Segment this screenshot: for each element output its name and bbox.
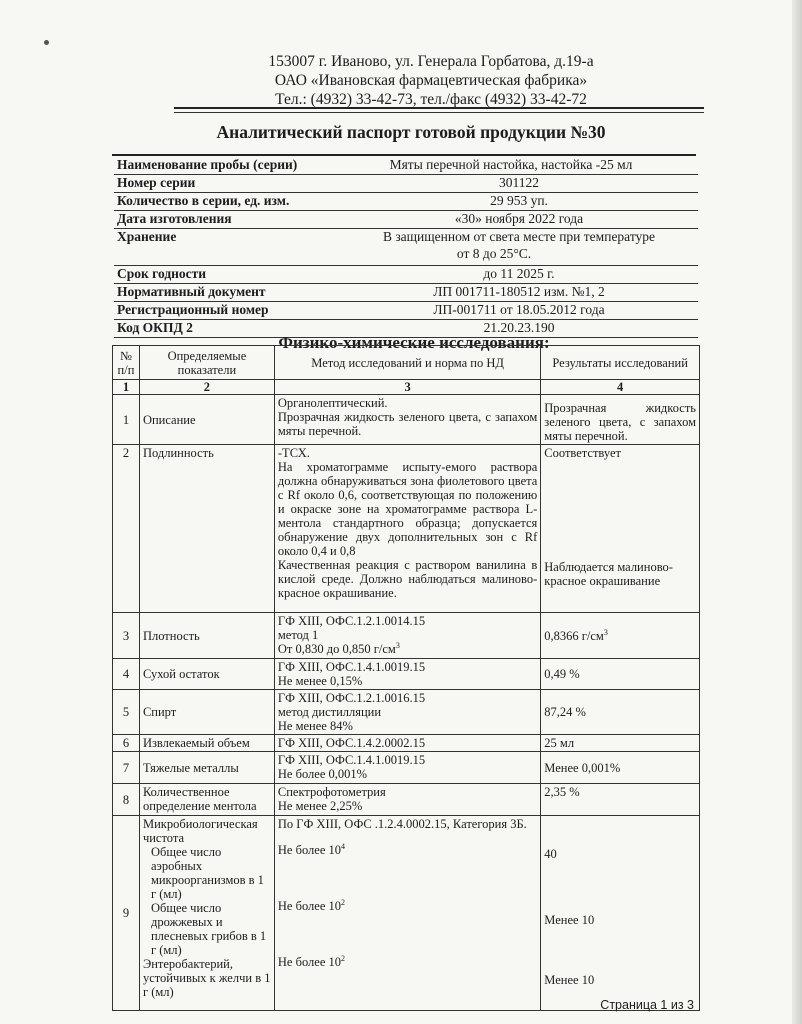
info-label: Хранение (117, 229, 177, 244)
result-text: 0,8366 г/см (544, 628, 604, 643)
norm-text: Не более 10 (277, 843, 341, 857)
result-line: Соответствует (544, 446, 621, 460)
method-text: От 0,830 до 0,850 г/см (277, 642, 396, 656)
page-number: Страница 1 из 3 (600, 998, 694, 1012)
header-num: № п/п (113, 346, 140, 380)
method-line: метод 1 (277, 628, 319, 642)
header-rule-thin (174, 112, 704, 113)
row-indicator: Спирт (139, 690, 274, 735)
results-table (112, 345, 700, 1011)
info-label: Номер серии (117, 175, 196, 190)
row-method (274, 752, 540, 784)
info-row (114, 157, 698, 175)
row-num: 8 (113, 784, 140, 816)
info-value: ЛП 001711-180512 изм. №1, 2 (433, 284, 605, 299)
info-row (114, 266, 698, 284)
letterhead (0, 52, 802, 109)
info-row (114, 175, 698, 193)
info-value: ЛП-001711 от 18.05.2012 года (433, 302, 605, 317)
method-line: ГФ XIII, ОФС.1.4.2.0002.15 (277, 736, 426, 750)
address: 153007 г. Иваново, ул. Генерала Горбатова, д.19-а (268, 53, 594, 70)
row-num: 7 (113, 752, 140, 784)
method-line: Не более 0,001% (277, 767, 368, 781)
row-num: 1 (113, 395, 140, 445)
header-indicator: Определяемые показатели (139, 346, 274, 380)
micro-norm (278, 955, 537, 969)
info-label: Срок годности (117, 266, 207, 281)
superscript: 2 (341, 953, 345, 963)
info-label: Регистрационный номер (117, 302, 269, 317)
title-rule (112, 154, 696, 156)
table-row (113, 752, 700, 784)
method-line: ГФ XIII, ОФС.1.2.1.0014.15 (277, 614, 426, 628)
row-num: 5 (113, 690, 140, 735)
row-result (541, 445, 700, 613)
method-line (278, 642, 537, 656)
method-line: Не менее 2,25% (277, 799, 363, 813)
row-method (274, 445, 540, 613)
row-method (274, 395, 540, 445)
row-indicator: Описание (139, 395, 274, 445)
result-line-2: Наблюдается малиново-красное окрашивание (544, 560, 673, 588)
micro-indicator: Общее число дрожжевых и плесневых грибов в 1 г (мл) (150, 901, 267, 957)
row-indicator: Плотность (139, 613, 274, 659)
norm-text: Не более 10 (277, 955, 341, 969)
info-label: Количество в серии, ед. изм. (117, 193, 290, 208)
table-row (113, 784, 700, 816)
method-line: Качественная реакция с раствором ванилина в кислой среде. Должно наблюдаться малиново-красное окрашивание. (277, 558, 538, 600)
method-line: метод дистилляции (277, 705, 382, 719)
superscript: 3 (603, 627, 608, 637)
row-method (274, 816, 540, 1011)
info-value: Мяты перечной настойка, настойка -25 мл (389, 157, 633, 172)
method-line: -ТСХ. (277, 446, 310, 460)
info-label: Наименование пробы (серии) (117, 157, 298, 172)
phone: Тел.: (4932) 33-42-73, тел./факс (4932) 33-42-72 (275, 91, 587, 108)
row-num: 2 (113, 445, 140, 613)
row-num: 6 (113, 735, 140, 752)
info-label: Код ОКПД 2 (117, 320, 193, 335)
info-value: 21.20.23.190 (483, 320, 555, 335)
document-title: Аналитический паспорт готовой продукции №30 (216, 122, 606, 142)
info-value: до 11 2025 г. (483, 266, 555, 281)
header-method: Метод исследований и норма по НД (274, 346, 540, 380)
micro-title: Микробиологическая чистота (142, 817, 258, 845)
row-method (274, 784, 540, 816)
info-value: 29 953 уп. (490, 193, 548, 208)
norm-text: Не более 10 (277, 899, 341, 913)
info-row (114, 302, 698, 320)
section-title: Физико-химические исследования: (278, 333, 550, 352)
table-row-micro (113, 816, 700, 1011)
micro-result: 40 (544, 847, 557, 861)
superscript: 4 (341, 841, 345, 851)
row-indicator: Сухой остаток (139, 659, 274, 690)
method-line: ГФ XIII, ОФС.1.2.1.0016.15 (277, 691, 426, 705)
header-rule (174, 107, 704, 109)
row-method (274, 735, 540, 752)
table-row (113, 690, 700, 735)
micro-method-title: По ГФ XIII, ОФС .1.2.4.0002.15, Категория 3Б. (277, 817, 527, 831)
row-result (541, 613, 700, 659)
table-header-row (113, 346, 700, 380)
method-line: ГФ XIII, ОФС.1.4.1.0019.15 (277, 660, 426, 674)
info-label: Дата изготовления (117, 211, 232, 226)
method-line: На хроматограмме испыту-емого раствора должна обнаруживаться зона фиолетового цвета с Rf около 0,6, соответствующая по положению и окраске зоне на хроматограмме раствора L-ментола стандартного образца; допускается обнаружение двух дополнительных зон с Rf около 0,4 и 0,8 (277, 460, 538, 558)
row-result: Прозрачная жидкость зеленого цвета, с запахом мяты перечной. (541, 395, 700, 445)
info-block (114, 157, 698, 338)
info-row (114, 229, 698, 266)
micro-indicator: Энтеробактерий, устойчивых к желчи в 1 г (мл) (142, 957, 271, 999)
info-value: В защищенном от света месте при температуре (382, 229, 656, 244)
method-line: Органолептический. (277, 396, 388, 410)
info-value: 301122 (499, 175, 539, 190)
method-line: ГФ XIII, ОФС.1.4.1.0019.15 (277, 753, 426, 767)
scan-edge (792, 0, 802, 1024)
micro-norm (278, 843, 537, 857)
method-line: Прозрачная жидкость зеленого цвета, с запахом мяты перечной. (277, 410, 538, 438)
info-value: «30» ноября 2022 года (454, 211, 584, 226)
row-num: 4 (113, 659, 140, 690)
info-row (114, 284, 698, 302)
row-indicator (139, 816, 274, 1011)
row-result: 0,49 % (541, 659, 700, 690)
row-result (541, 816, 700, 1011)
row-num: 9 (113, 816, 140, 1011)
punch-dot (44, 40, 49, 45)
superscript: 2 (341, 897, 345, 907)
micro-result: Менее 10 (544, 913, 595, 927)
column-numbers-row (113, 380, 700, 395)
micro-indicator: Общее число аэробных микроорганизмов в 1 г (мл) (150, 845, 264, 901)
micro-result: Менее 10 (544, 973, 595, 987)
table-row (113, 613, 700, 659)
method-line: Спектрофотометрия (277, 785, 386, 799)
row-method (274, 613, 540, 659)
row-result: 87,24 % (541, 690, 700, 735)
row-method (274, 690, 540, 735)
info-row (114, 193, 698, 211)
info-row (114, 211, 698, 229)
info-label: Нормативный документ (117, 284, 266, 299)
method-line: Не менее 84% (277, 719, 353, 733)
info-value-2: от 8 до 25°С. (456, 246, 532, 261)
row-result: Менее 0,001% (541, 752, 700, 784)
row-num: 3 (113, 613, 140, 659)
company-name: ОАО «Ивановская фармацевтическая фабрика» (274, 72, 588, 89)
table-row (113, 445, 700, 613)
header-result: Результаты исследований (541, 346, 700, 380)
row-indicator: Извлекаемый объем (139, 735, 274, 752)
row-result: 25 мл (541, 735, 700, 752)
col-number: 2 (139, 380, 274, 395)
table-row (113, 659, 700, 690)
col-number: 4 (541, 380, 700, 395)
row-result: 2,35 % (541, 784, 700, 816)
row-indicator: Количественное определение ментола (139, 784, 274, 816)
row-indicator: Подлинность (139, 445, 274, 613)
col-number: 1 (113, 380, 140, 395)
row-method (274, 659, 540, 690)
micro-norm (278, 899, 537, 913)
col-number: 3 (274, 380, 540, 395)
method-line: Не менее 0,15% (277, 674, 363, 688)
superscript: 3 (395, 640, 400, 650)
table-row (113, 735, 700, 752)
table-row (113, 395, 700, 445)
row-indicator: Тяжелые металлы (139, 752, 274, 784)
